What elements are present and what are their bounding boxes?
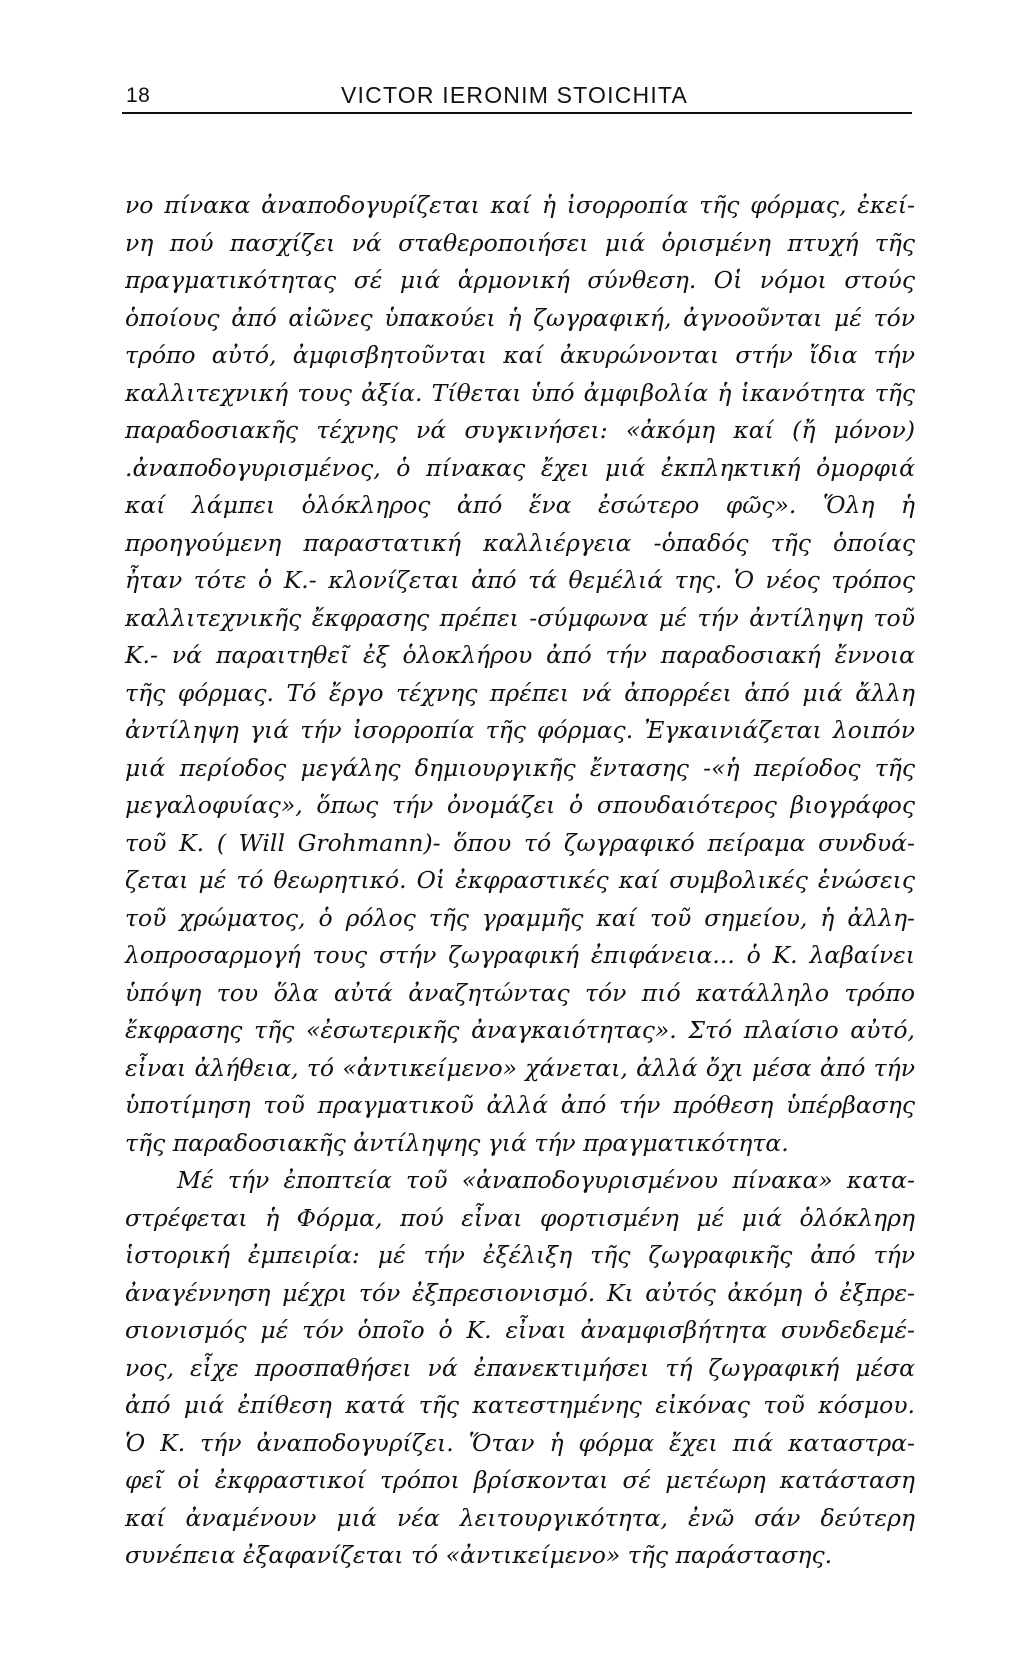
page-header: [122, 78, 912, 114]
text-line: ζεται μέ τό θεωρητικό. Οἱ ἐκφραστικές καί συμβολικές ἑνώσεις: [125, 866, 915, 894]
text-line: τρόπο αὐτό, ἀμφισβητοῦνται καί ἀκυρώνονται στήν ἴδια τήν: [125, 341, 915, 369]
text-line: μιά περίοδος μεγάλης δημιουργικῆς ἔντασης -«ἡ περίοδος τῆς: [125, 753, 915, 782]
text-line: καλλιτεχνικῆς ἔκφρασης πρέπει -σύμφωνα μέ τήν ἀντίληψη τοῦ: [125, 603, 915, 632]
text-line: καλλιτεχνική τους ἀξία. Τίθεται ὑπό ἀμφιβολία ἡ ἱκανότητα τῆς: [125, 378, 915, 407]
text-line: ὑποτίμηση τοῦ πραγματικοῦ ἀλλά ἀπό τήν πρόθεση ὑπέρβασης: [125, 1091, 915, 1119]
text-line: παραδοσιακῆς τέχνης νά συγκινήσει: «ἀκόμη καί (ἤ μόνον): [125, 416, 915, 444]
text-line: ὁποίους ἀπό αἰῶνες ὑπακούει ἡ ζωγραφική, ἀγνοοῦνται μέ τόν: [125, 303, 915, 332]
text-line: ὑπόψη του ὅλα αὐτά ἀναζητώντας τόν πιό κατάλληλο τρόπο: [125, 978, 915, 1007]
text-line: τῆς παραδοσιακῆς ἀντίληψης γιά τήν πραγματικότητα.: [125, 1128, 789, 1157]
text-line: τοῦ χρώματος, ὁ ρόλος τῆς γραμμῆς καί τοῦ σημείου, ἡ ἀλλη-: [125, 903, 915, 932]
text-line: προηγούμενη παραστατική καλλιέργεια -ὁπαδός τῆς ὁποίας: [125, 528, 915, 557]
page-number: 18: [126, 84, 151, 107]
text-line: στρέφεται ἡ Φόρμα, πού εἶναι φορτισμένη μέ μιά ὁλόκληρη: [125, 1203, 915, 1232]
text-line: ἦταν τότε ὁ Κ.- κλονίζεται ἀπό τά θεμέλιά της. Ὁ νέος τρόπος: [125, 566, 915, 594]
text-line: φεῖ οἱ ἐκφραστικοί τρόποι βρίσκονται σέ μετέωρη κατάσταση: [125, 1466, 915, 1494]
text-line: καί λάμπει ὁλόκληρος ἀπό ἕνα ἐσώτερο φῶς». Ὅλη ἡ: [125, 491, 915, 519]
running-head: VICTOR IERONIM STOICHITA: [341, 82, 688, 108]
text-line: ἀπό μιά ἐπίθεση κατά τῆς κατεστημένης εἰκόνας τοῦ κόσμου.: [125, 1391, 915, 1419]
text-line: .ἀναποδογυρισμένος, ὁ πίνακας ἔχει μιά ἐκπληκτική ὀμορφιά: [125, 453, 915, 482]
text-line: νος, εἶχε προσπαθήσει νά ἐπανεκτιμήσει τή ζωγραφική μέσα: [125, 1353, 915, 1382]
text-line: μεγαλοφυίας», ὅπως τήν ὀνομάζει ὁ σπουδαιότερος βιογράφος: [125, 791, 915, 819]
text-line: σιονισμός μέ τόν ὁποῖο ὁ Κ. εἶναι ἀναμφισβήτητα συνδεδεμέ-: [125, 1316, 915, 1344]
text-line: λοπροσαρμογή τους στήν ζωγραφική ἐπιφάνεια... ὁ Κ. λαβαίνει: [125, 941, 915, 969]
text-line: ἀναγέννηση μέχρι τόν ἐξπρεσιονισμό. Κι αὐτός ἀκόμη ὁ ἐξπρε-: [125, 1278, 915, 1307]
text-line: συνέπεια ἐξαφανίζεται τό «ἀντικείμενο» τῆς παράστασης.: [125, 1541, 833, 1569]
text-line: Μέ τήν ἐποπτεία τοῦ «ἀναποδογυρισμένου πίνακα» κατα-: [177, 1166, 915, 1194]
text-line: ἀντίληψη γιά τήν ἰσορροπία τῆς φόρμας. Ἐγκαινιάζεται λοιπόν: [125, 716, 915, 744]
text-line: νο πίνακα ἀναποδογυρίζεται καί ἡ ἰσορροπία τῆς φόρμας, ἐκεί-: [125, 191, 915, 219]
text-line: τῆς φόρμας. Τό ἔργο τέχνης πρέπει νά ἀπορρέει ἀπό μιά ἄλλη: [125, 678, 915, 707]
text-line: νη πού πασχίζει νά σταθεροποιήσει μιά ὁρισμένη πτυχή τῆς: [125, 228, 915, 257]
text-line: ἱστορική ἐμπειρία: μέ τήν ἐξέλιξη τῆς ζωγραφικῆς ἀπό τήν: [125, 1241, 915, 1269]
text-line: Κ.- νά παραιτηθεῖ ἐξ ὁλοκλήρου ἀπό τήν παραδοσιακή ἔννοια: [125, 641, 915, 669]
text-line: τοῦ Κ. ( Will Grohmann)- ὅπου τό ζωγραφικό πείραμα συνδυά-: [125, 828, 915, 857]
body-text: [125, 187, 915, 1575]
text-line: Ὁ Κ. τήν ἀναποδογυρίζει. Ὅταν ἡ φόρμα ἔχει πιά καταστρα-: [125, 1428, 915, 1457]
text-line: εἶναι ἀλήθεια, τό «ἀντικείμενο» χάνεται, ἀλλά ὄχι μέσα ἀπό τήν: [125, 1053, 915, 1082]
text-line: καί ἀναμένουν μιά νέα λειτουργικότητα, ἐνῶ σάν δεύτερη: [125, 1503, 915, 1532]
text-line: πραγματικότητας σέ μιά ἁρμονική σύνθεση. Οἱ νόμοι στούς: [125, 266, 915, 294]
text-line: ἔκφρασης τῆς «ἐσωτερικῆς ἀναγκαιότητας». Στό πλαίσιο αὐτό,: [125, 1016, 915, 1044]
